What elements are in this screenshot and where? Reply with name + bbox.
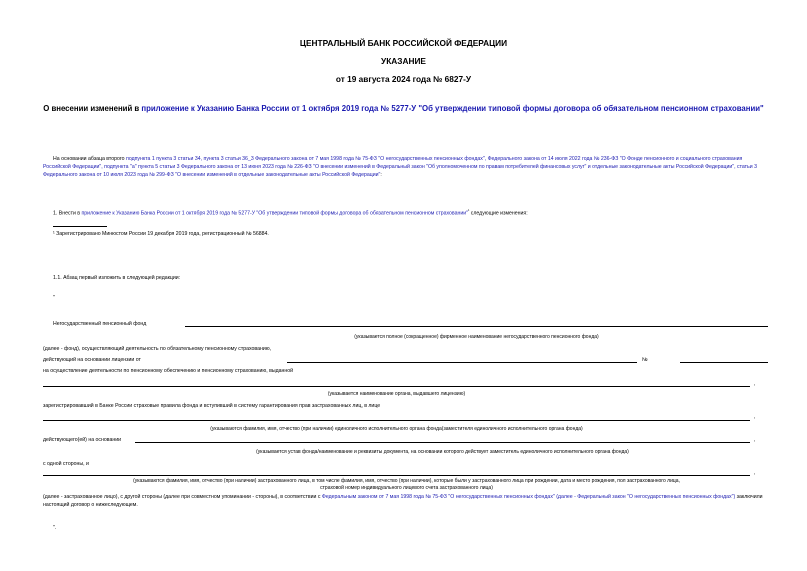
charter-caption: (указывается устав фонда/наименование и реквизиты документа, на основании которого действует заместитель единоличного исполнительного органа фонда) bbox=[256, 449, 629, 455]
document-title bbox=[40, 104, 767, 114]
preamble-paragraph bbox=[43, 155, 769, 180]
quote-open: " bbox=[53, 295, 55, 301]
registered-text: зарегистрировавший в Банке России страховые правила фонда и вступивший в систему гарантирования прав застрахованных лиц, в лице bbox=[43, 403, 381, 409]
comma-4: , bbox=[754, 470, 756, 476]
executive-caption: (указываются фамилия, имя, отчество (при наличии) единоличного исполнительного органа фонда(заместителя единоличного исполнительного органа фонда) bbox=[210, 426, 583, 432]
preamble-link-3[interactable]: , подпункта "а" пункта 5 статьи 3 Федерального закона от 13 июня 2023 года № 226-ФЗ "О внесении изменений в Федеральный закон "Об уполномоченном по правам потребителей финансовых услуг" и отдельные законодательные акты Российской Федерации" bbox=[101, 164, 735, 171]
preamble-text-1: На основании абзаца второго bbox=[53, 156, 127, 162]
item-1-footnote-marker: ¹ bbox=[468, 208, 470, 213]
fund-definition: (далее - фонд), осуществляющий деятельность по обязательному пенсионному страхованию, bbox=[43, 346, 272, 352]
insured-line bbox=[43, 475, 750, 476]
closing-link[interactable]: Федеральным законом от 7 мая 1998 года № 75-ФЗ "О негосударственных пенсионных фондах" bbox=[321, 494, 555, 500]
fund-caption: (указывается полное (сокращенное) фирменное наименование негосударственного пенсионного фонда) bbox=[354, 334, 599, 340]
document-type: УКАЗАНИЕ bbox=[381, 56, 426, 66]
issuer-caption: (указывается наименование органа, выдавшего лицензию) bbox=[327, 391, 466, 397]
issuer-heading: ЦЕНТРАЛЬНЫЙ БАНК РОССИЙСКОЙ ФЕДЕРАЦИИ bbox=[299, 38, 508, 48]
charter-line bbox=[135, 442, 750, 443]
acting-label: действующего(ей) на основании bbox=[43, 437, 122, 443]
fund-name-line bbox=[185, 326, 768, 327]
number-sign: № bbox=[642, 357, 648, 363]
comma-1: , bbox=[754, 381, 756, 387]
item-1 bbox=[53, 207, 528, 218]
executive-line bbox=[43, 420, 750, 421]
document-date-number: от 19 августа 2024 года № 6827-У bbox=[335, 74, 472, 84]
license-label: действующий на основании лицензии от bbox=[43, 357, 141, 363]
closing-link-2[interactable]: (далее - Федеральный закон "О негосударственных пенсионных фондах") bbox=[554, 494, 736, 500]
closing-text-3: заключили настоящий договор о нижеследующем. bbox=[43, 494, 763, 509]
footnote: ¹ Зарегистрировано Минюстом России 19 декабря 2019 года, регистрационный № 56884. bbox=[53, 231, 269, 237]
insured-caption-2: страховой номер индивидуального лицевого счета застрахованного лица) bbox=[320, 485, 493, 491]
title-link[interactable]: приложение к Указанию Банка России от 1 октября 2019 года № 5277-У "Об утверждении типовой формы договора об обязательном пенсионном страховании" bbox=[141, 104, 764, 113]
closing-paragraph bbox=[43, 493, 770, 509]
license-number-line bbox=[680, 362, 768, 363]
comma-2: , bbox=[754, 414, 756, 420]
preamble-link-1[interactable]: подпункта 1 пункта 3 статьи 34, пункта 3 статьи 36_3 Федерального закона от 7 мая 1998 года № 75-ФЗ "О негосударственных пенсионных фондах" bbox=[126, 156, 485, 162]
activity-text: на осуществление деятельности по пенсионному обеспечению и пенсионному страхованию, выданной bbox=[43, 368, 294, 374]
insured-caption-1: (указываются фамилия, имя, отчество (при наличии) застрахованного лица, в том числе фамилия, имя, отчество (при наличии), которые были у застрахованного лица при рождении, дата и место рождения, пол застрахованного лица, bbox=[133, 478, 680, 484]
issuer-line bbox=[43, 386, 750, 387]
fund-label: Негосударственный пенсионный фонд bbox=[53, 321, 147, 327]
title-prefix: О внесении изменений в bbox=[43, 104, 142, 113]
item-1-prefix: 1. Внести в bbox=[53, 210, 82, 217]
comma-3: , bbox=[754, 437, 756, 443]
quote-close: ". bbox=[53, 525, 57, 531]
footnote-separator bbox=[53, 226, 107, 227]
item-1-suffix: следующие изменения: bbox=[469, 210, 528, 217]
preamble-link-2[interactable]: , Федерального закона от 14 июля 2022 года № 236-ФЗ "О Фонде пенсионного и социального страхования Российской Федерации" bbox=[43, 156, 743, 171]
item-1-link[interactable]: приложение к Указанию Банка России от 1 октября 2019 года № 5277-У "Об утверждении типовой формы договора об обязательном пенсионном страховании" bbox=[81, 210, 468, 217]
preamble-text-2: : bbox=[380, 172, 382, 179]
item-1-1: 1.1. Абзац первый изложить в следующей редакции: bbox=[53, 275, 181, 281]
one-side-text: с одной стороны, и bbox=[43, 461, 89, 467]
license-date-line bbox=[287, 362, 637, 363]
preamble-link-4[interactable]: , статьи 3 Федерального закона от 10 июля 2023 года № 299-ФЗ "О внесении изменений в отдельные законодательные акты Российской Федерации" bbox=[43, 164, 757, 179]
closing-text-1: (далее - застрахованное лицо), с другой стороны (далее при совместном упоминании - стороны), в соответствии с bbox=[43, 494, 322, 500]
